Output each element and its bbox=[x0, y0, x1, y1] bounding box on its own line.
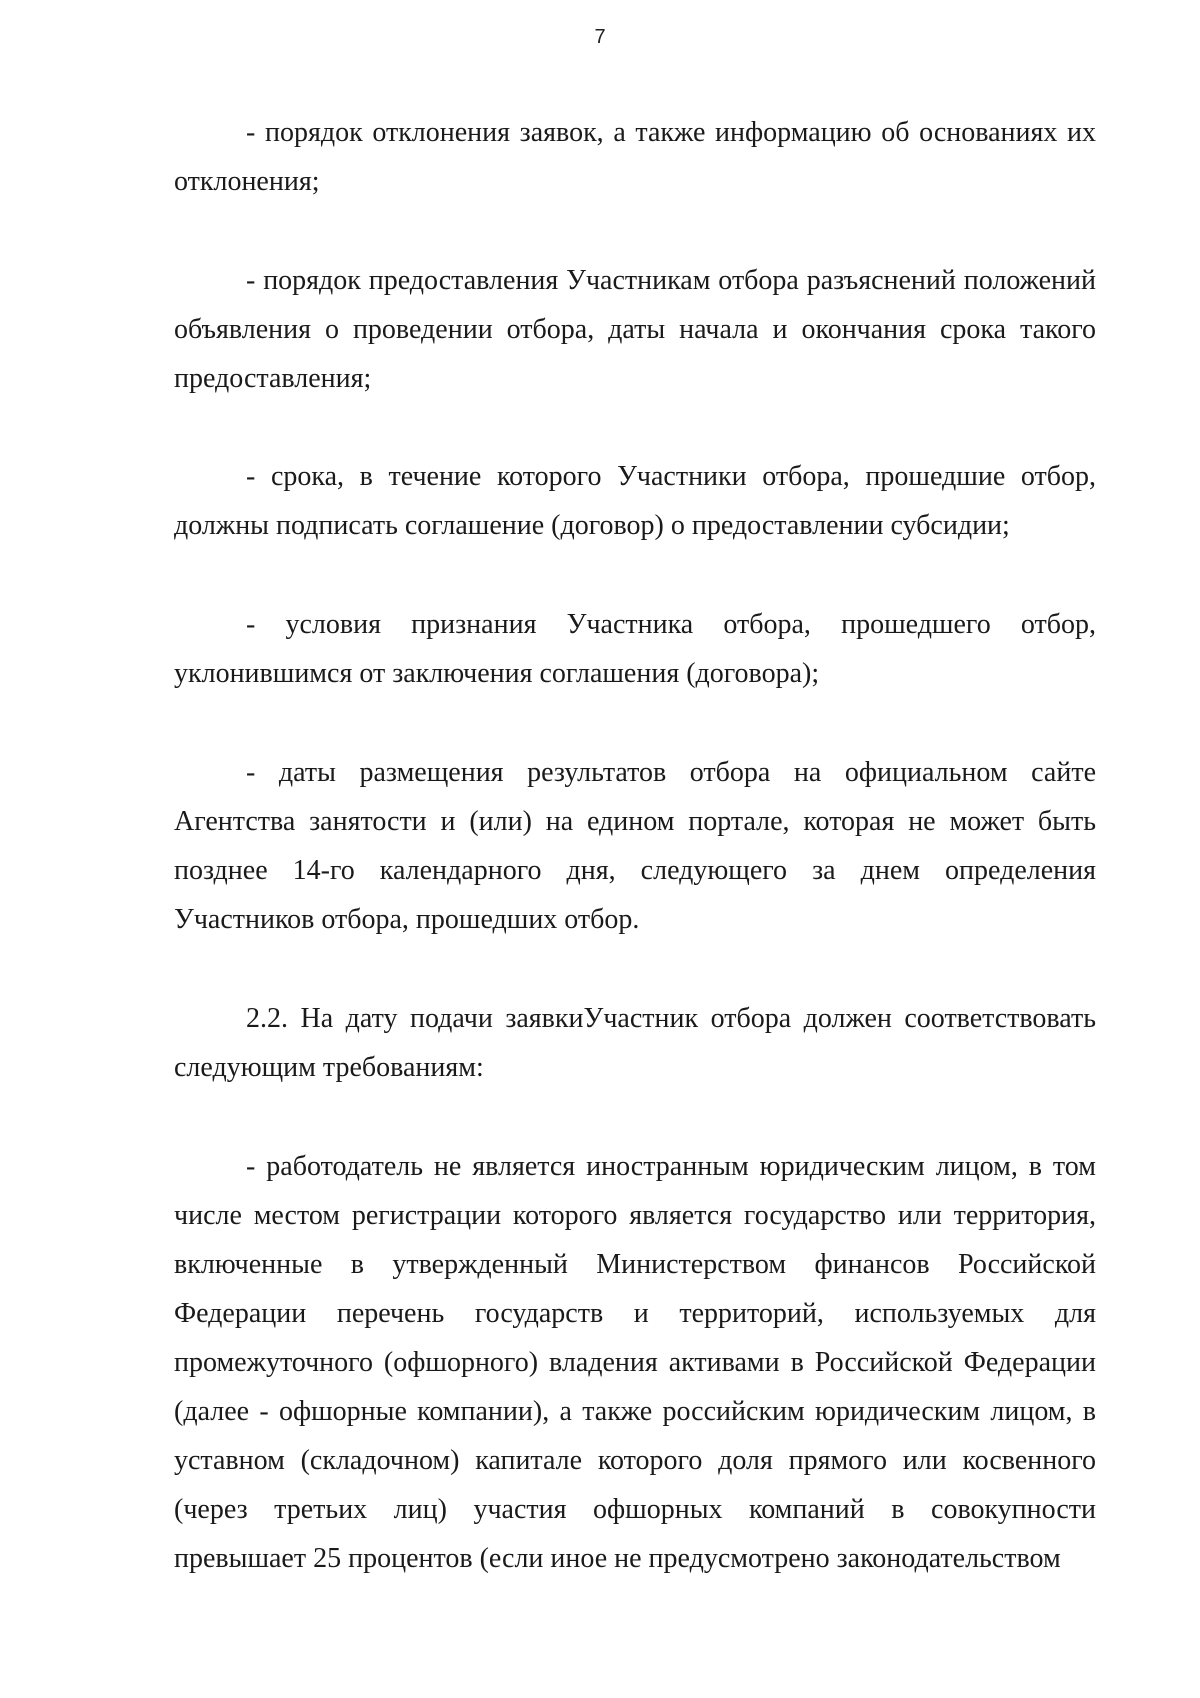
paragraph-rejection-procedure bbox=[174, 108, 1096, 206]
paragraph-results-publication bbox=[174, 748, 1096, 944]
paragraph-text: - порядок предоставления Участникам отбора разъяснений положений объявления о проведении отбора, даты начала и окончания срока такого предоставления; bbox=[174, 265, 1096, 394]
paragraph-offshore-requirement bbox=[174, 1142, 1096, 1583]
paragraph-text: - порядок отклонения заявок, а также информацию об основаниях их отклонения; bbox=[174, 117, 1096, 197]
paragraph-text: - срока, в течение которого Участники отбора, прошедшие отбор, должны подписать соглашение (договор) о предоставлении субсидии; bbox=[174, 461, 1096, 541]
paragraph-text: - условия признания Участника отбора, прошедшего отбор, уклонившимся от заключения соглашения (договора); bbox=[174, 609, 1096, 689]
paragraph-text: - работодатель не является иностранным юридическим лицом, в том числе местом регистрации которого является государство или территория, включенные в утвержденный Министерством финансов Российской Федерации перечень государств и территорий, используемых для промежуточного (офшорного) владения активами в Российской Федерации (далее - офшорные компании), а также российским юридическим лицом, в уставном (складочном) капитале которого доля прямого или косвенного (через третьих лиц) участия офшорных компаний в совокупности превышает 25 процентов (если иное не предусмотрено законодательством bbox=[174, 1151, 1096, 1574]
paragraph-section-2-2 bbox=[174, 994, 1096, 1092]
page-number: 7 bbox=[594, 26, 606, 48]
paragraph-clarification-procedure bbox=[174, 256, 1096, 403]
paragraph-text: 2.2. На дату подачи заявкиУчастник отбора должен соответствовать следующим требованиям: bbox=[174, 1003, 1096, 1083]
paragraph-text: - даты размещения результатов отбора на официальном сайте Агентства занятости и (или) на едином портале, которая не может быть позднее 14-го календарного дня, следующего за днем определения Участников отбора, прошедших отбор. bbox=[174, 757, 1096, 935]
paragraph-evasion-conditions bbox=[174, 600, 1096, 698]
paragraph-agreement-deadline bbox=[174, 452, 1096, 550]
